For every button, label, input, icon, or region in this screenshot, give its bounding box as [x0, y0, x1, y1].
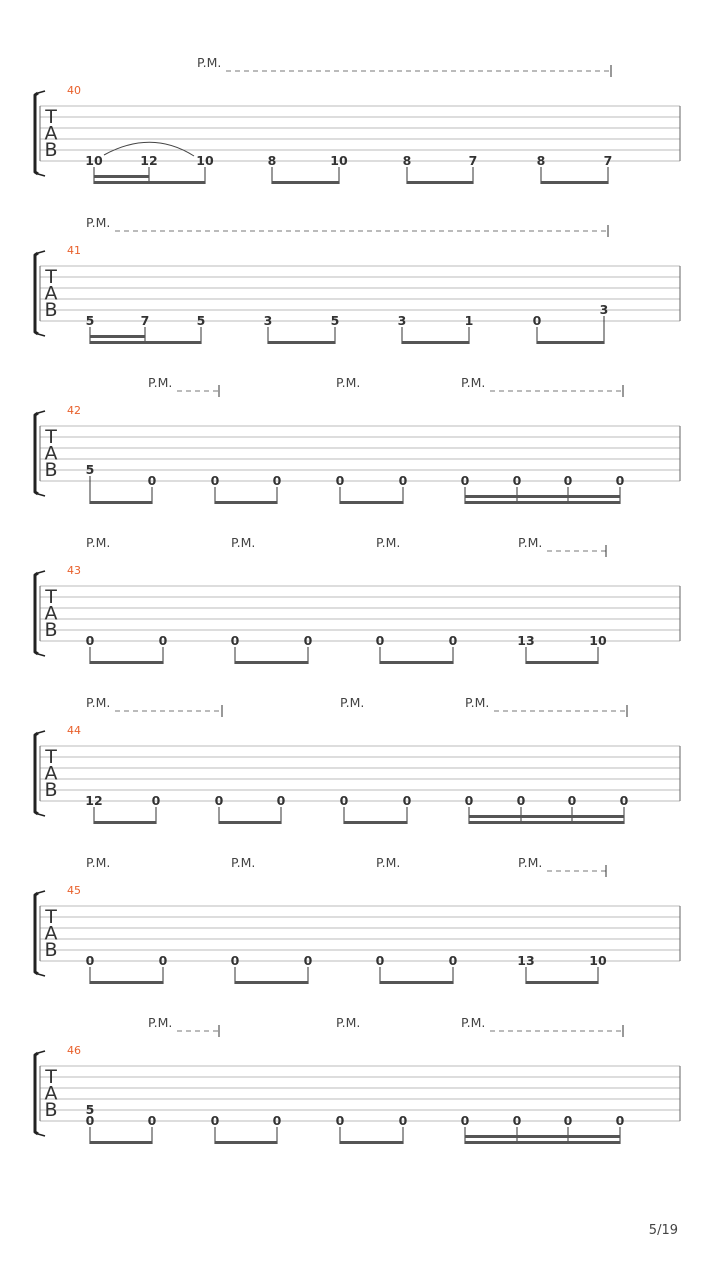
tab-clef-b: B	[44, 1099, 58, 1121]
fret-number: 10	[85, 153, 103, 168]
tab-clef-a: A	[44, 762, 58, 785]
fret-number: 0	[151, 793, 161, 808]
fret-number: 8	[267, 153, 277, 168]
page-number: 5/19	[648, 1223, 678, 1238]
beam-secondary	[94, 175, 149, 178]
fret-number: 5	[196, 313, 206, 328]
bracket-hook-top	[38, 1051, 45, 1053]
palm-mute-label: P.M.	[231, 535, 256, 550]
tab-system-41	[35, 215, 680, 344]
fret-number: 0	[516, 793, 526, 808]
beam	[215, 501, 277, 504]
tab-clef-b: B	[44, 939, 58, 961]
fret-number: 0	[375, 633, 385, 648]
fret-number: 0	[230, 633, 240, 648]
beam	[465, 501, 620, 504]
beam-secondary	[465, 495, 620, 498]
tab-clef-t: T	[45, 1066, 57, 1088]
fret-number: 10	[589, 633, 607, 648]
fret-number: 0	[339, 793, 349, 808]
fret-number: 7	[468, 153, 478, 168]
bracket-hook-top	[38, 571, 45, 573]
measure-number: 41	[67, 244, 81, 257]
fret-number: 0	[460, 473, 470, 488]
beam	[526, 661, 598, 664]
system-bracket	[35, 1053, 38, 1134]
fret-number: 0	[615, 1113, 625, 1128]
beam	[340, 501, 403, 504]
fret-number: 0	[85, 1113, 95, 1128]
beam	[380, 981, 453, 984]
palm-mute-label: P.M.	[336, 375, 361, 390]
fret-number: 0	[563, 1113, 573, 1128]
fret-number: 7	[603, 153, 613, 168]
fret-number: 5	[85, 462, 95, 477]
palm-mute-label: P.M.	[376, 855, 401, 870]
fret-number: 8	[402, 153, 412, 168]
fret-number: 0	[210, 1113, 220, 1128]
beam	[407, 181, 473, 184]
fret-number: 0	[158, 633, 168, 648]
measure-number: 43	[67, 564, 81, 577]
fret-number: 0	[147, 473, 157, 488]
tab-clef-t: T	[45, 106, 57, 128]
bracket-hook-bottom	[38, 974, 45, 976]
fret-number: 5	[85, 313, 95, 328]
beam	[94, 821, 156, 824]
palm-mute-label: P.M.	[86, 695, 111, 710]
tab-clef-a: A	[44, 282, 58, 305]
fret-number: 5	[330, 313, 340, 328]
tab-clef-b: B	[44, 619, 58, 641]
fret-number: 5	[85, 1102, 95, 1117]
fret-number: 0	[448, 953, 458, 968]
fret-number: 0	[398, 473, 408, 488]
tab-clef-a: A	[44, 602, 58, 625]
fret-number: 0	[619, 793, 629, 808]
fret-number: 0	[272, 473, 282, 488]
fret-number: 13	[517, 633, 535, 648]
bracket-hook-bottom	[38, 814, 45, 816]
beam	[541, 181, 608, 184]
fret-number: 12	[85, 793, 103, 808]
fret-number: 10	[589, 953, 607, 968]
tab-clef-a: A	[44, 922, 58, 945]
system-bracket	[35, 93, 38, 174]
beam	[235, 661, 308, 664]
measure-number: 45	[67, 884, 81, 897]
fret-number: 1	[464, 313, 474, 328]
fret-number: 0	[512, 1113, 522, 1128]
beam	[402, 341, 469, 344]
palm-mute-label: P.M.	[518, 535, 543, 550]
fret-number: 0	[230, 953, 240, 968]
tab-clef-a: A	[44, 1082, 58, 1105]
beam	[90, 981, 163, 984]
bracket-hook-top	[38, 891, 45, 893]
beam	[465, 1141, 620, 1144]
beam	[537, 341, 604, 344]
fret-number: 0	[615, 473, 625, 488]
fret-number: 0	[375, 953, 385, 968]
beam	[215, 1141, 277, 1144]
tab-system-45	[35, 855, 680, 984]
system-bracket	[35, 253, 38, 334]
tab-system-43	[35, 535, 680, 664]
fret-number: 0	[210, 473, 220, 488]
beam-secondary	[90, 335, 145, 338]
fret-number: 0	[303, 633, 313, 648]
fret-number: 0	[85, 953, 95, 968]
measure-number: 40	[67, 84, 81, 97]
beam	[94, 181, 205, 184]
fret-number: 0	[158, 953, 168, 968]
tab-clef-b: B	[44, 779, 58, 801]
system-bracket	[35, 573, 38, 654]
beam	[90, 661, 163, 664]
fret-number: 0	[303, 953, 313, 968]
tab-system-44	[35, 695, 680, 824]
palm-mute-label: P.M.	[376, 535, 401, 550]
fret-number: 10	[330, 153, 348, 168]
fret-number: 0	[532, 313, 542, 328]
measure-number: 42	[67, 404, 81, 417]
palm-mute-label: P.M.	[86, 535, 111, 550]
beam	[272, 181, 339, 184]
fret-number: 7	[140, 313, 150, 328]
bracket-hook-top	[38, 91, 45, 93]
beam	[268, 341, 335, 344]
palm-mute-label: P.M.	[518, 855, 543, 870]
fret-number: 3	[263, 313, 273, 328]
tab-clef-t: T	[45, 906, 57, 928]
fret-number: 0	[335, 473, 345, 488]
fret-number: 13	[517, 953, 535, 968]
fret-number: 0	[464, 793, 474, 808]
palm-mute-label: P.M.	[148, 1015, 173, 1030]
tab-clef-a: A	[44, 442, 58, 465]
measure-number: 44	[67, 724, 81, 737]
tab-clef-t: T	[45, 746, 57, 768]
bracket-hook-top	[38, 731, 45, 733]
fret-number: 0	[214, 793, 224, 808]
fret-number: 0	[85, 633, 95, 648]
bracket-hook-top	[38, 411, 45, 413]
beam-secondary	[465, 1135, 620, 1138]
tab-clef-b: B	[44, 459, 58, 481]
tab-clef-t: T	[45, 586, 57, 608]
palm-mute-label: P.M.	[465, 695, 490, 710]
palm-mute-label: P.M.	[148, 375, 173, 390]
beam	[469, 821, 624, 824]
fret-number: 0	[567, 793, 577, 808]
beam	[90, 501, 152, 504]
fret-number: 8	[536, 153, 546, 168]
tab-system-40	[35, 55, 680, 184]
beam	[90, 1141, 152, 1144]
system-bracket	[35, 893, 38, 974]
fret-number: 0	[448, 633, 458, 648]
tab-clef-b: B	[44, 299, 58, 321]
fret-number: 0	[460, 1113, 470, 1128]
bracket-hook-bottom	[38, 1134, 45, 1136]
beam	[90, 341, 201, 344]
tab-system-42	[35, 375, 680, 504]
fret-number: 3	[599, 302, 609, 317]
fret-number: 0	[512, 473, 522, 488]
fret-number: 0	[335, 1113, 345, 1128]
bracket-hook-top	[38, 251, 45, 253]
fret-number: 0	[147, 1113, 157, 1128]
fret-number: 0	[272, 1113, 282, 1128]
measure-number: 46	[67, 1044, 81, 1057]
palm-mute-label: P.M.	[340, 695, 365, 710]
fret-number: 0	[398, 1113, 408, 1128]
bracket-hook-bottom	[38, 334, 45, 336]
tab-clef-t: T	[45, 266, 57, 288]
palm-mute-label: P.M.	[461, 1015, 486, 1030]
beam	[344, 821, 407, 824]
fret-number: 0	[563, 473, 573, 488]
palm-mute-label: P.M.	[231, 855, 256, 870]
beam	[526, 981, 598, 984]
fret-number: 0	[402, 793, 412, 808]
tab-system-46	[35, 1015, 680, 1144]
palm-mute-label: P.M.	[336, 1015, 361, 1030]
palm-mute-label: P.M.	[86, 855, 111, 870]
fret-number: 12	[140, 153, 158, 168]
system-bracket	[35, 413, 38, 494]
beam	[219, 821, 281, 824]
fret-number: 10	[196, 153, 214, 168]
bracket-hook-bottom	[38, 654, 45, 656]
palm-mute-label: P.M.	[197, 55, 222, 70]
bracket-hook-bottom	[38, 494, 45, 496]
palm-mute-label: P.M.	[461, 375, 486, 390]
tab-clef-b: B	[44, 139, 58, 161]
beam	[235, 981, 308, 984]
fret-number: 3	[397, 313, 407, 328]
fret-number: 0	[276, 793, 286, 808]
bracket-hook-bottom	[38, 174, 45, 176]
beam	[340, 1141, 403, 1144]
tab-clef-t: T	[45, 426, 57, 448]
beam-secondary	[469, 815, 624, 818]
palm-mute-label: P.M.	[86, 215, 111, 230]
system-bracket	[35, 733, 38, 814]
tab-clef-a: A	[44, 122, 58, 145]
beam	[380, 661, 453, 664]
